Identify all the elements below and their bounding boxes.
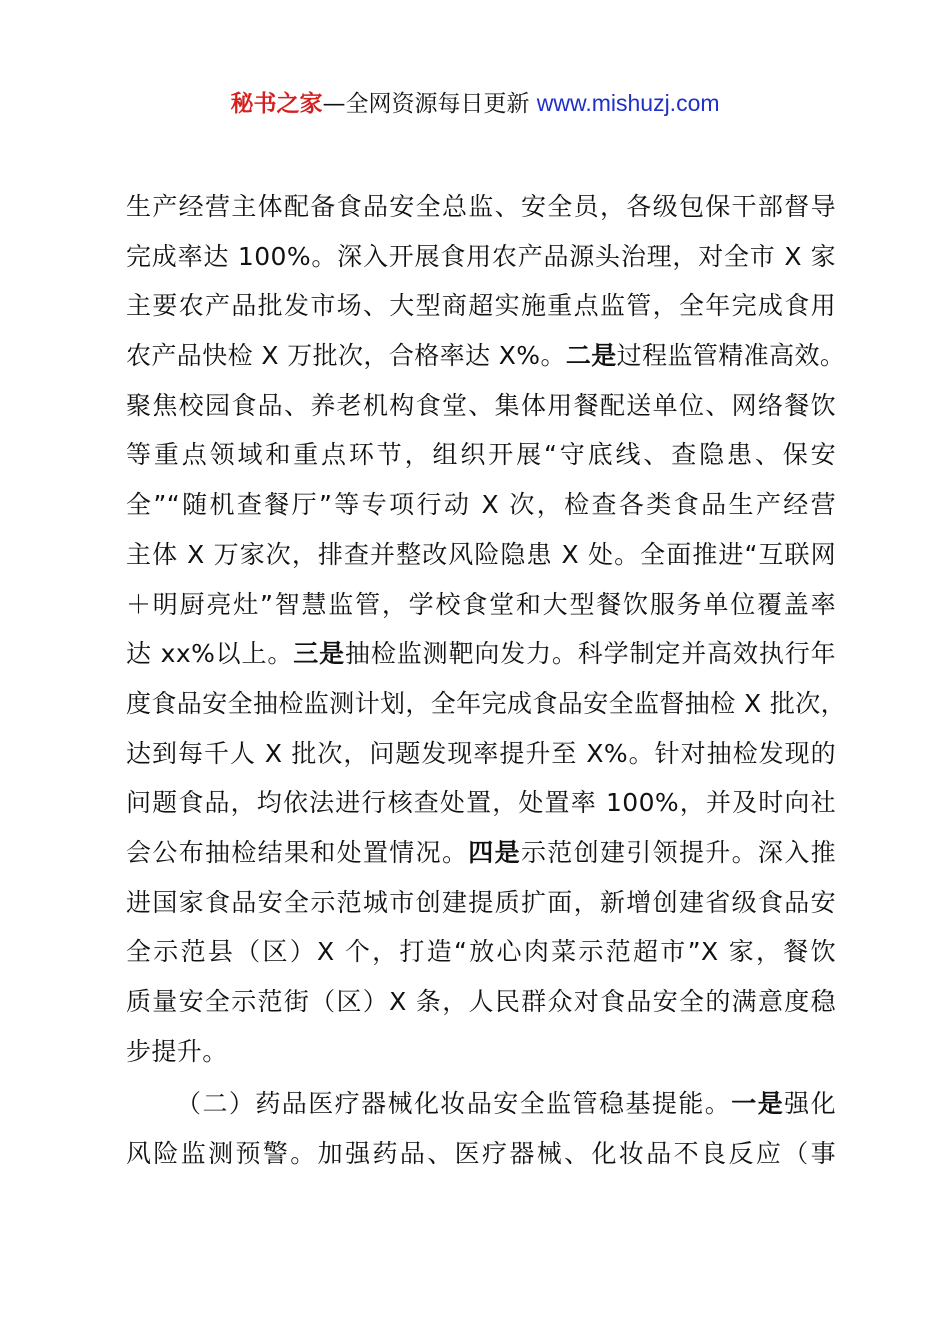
paragraph [126,1079,836,1178]
text-line: ＋明厨亮灶”智慧监管，学校食堂和大型餐饮服务单位覆盖率 [126,589,836,619]
text-line: 会公布抽检结果和处置情况。四是示范创建引领提升。深入推 [126,837,836,867]
text-line: 度食品安全抽检监测计划，全年完成食品安全监督抽检 X 批次， [126,688,847,718]
text-line: 问题食品，均依法进行核查处置，处置率 100%，并及时向社 [126,788,836,818]
header-tagline: —全网资源每日更新 [322,91,537,117]
text-line: 全示范县（区）X 个，打造“放心肉菜示范超市”X 家，餐饮 [126,937,836,967]
document-body [126,182,847,1179]
text-line: 农产品快检 X 万批次，合格率达 X%。二是过程监管精准高效。 [126,341,846,371]
paragraph [126,182,847,1076]
text-line: 主要农产品批发市场、大型商超实施重点监管，全年完成食用 [126,291,836,321]
text-line: 进国家食品安全示范城市创建提质扩面，新增创建省级食品安 [126,887,836,917]
site-header [0,86,950,121]
text-line: 达到每千人 X 批次，问题发现率提升至 X%。针对抽检发现的 [126,738,836,768]
text-line: 等重点领域和重点环节，组织开展“守底线、查隐患、保安 [126,440,836,470]
bold-marker: 一是 [731,1089,785,1119]
text-line: （二）药品医疗器械化妆品安全监管稳基提能。一是强化 [176,1089,836,1119]
bold-marker: 三是 [293,639,346,669]
bold-marker: 四是 [468,837,521,867]
text-line: 聚焦校园食品、养老机构食堂、集体用餐配送单位、网络餐饮 [126,390,836,420]
text-line: 步提升。 [126,1036,228,1066]
text-line: 全”“随机查餐厅”等专项行动 X 次，检查各类食品生产经营 [126,490,836,520]
brand-name: 秘书之家 [230,91,323,117]
bold-marker: 二是 [565,341,617,371]
site-url[interactable]: www.mishuzj.com [536,90,720,116]
text-line: 质量安全示范街（区）X 条，人民群众对食品安全的满意度稳 [126,987,836,1016]
text-line: 达 xx%以上。三是抽检监测靶向发力。科学制定并高效执行年 [126,639,836,669]
text-line: 生产经营主体配备食品安全总监、安全员，各级包保干部督导 [126,192,836,221]
text-line: 完成率达 100%。深入开展食用农产品源头治理，对全市 X 家 [126,241,836,271]
text-line: 主体 X 万家次，排查并整改风险隐患 X 处。全面推进“互联网 [126,539,836,569]
text-line: 风险监测预警。加强药品、医疗器械、化妆品不良反应（事 [126,1139,836,1169]
